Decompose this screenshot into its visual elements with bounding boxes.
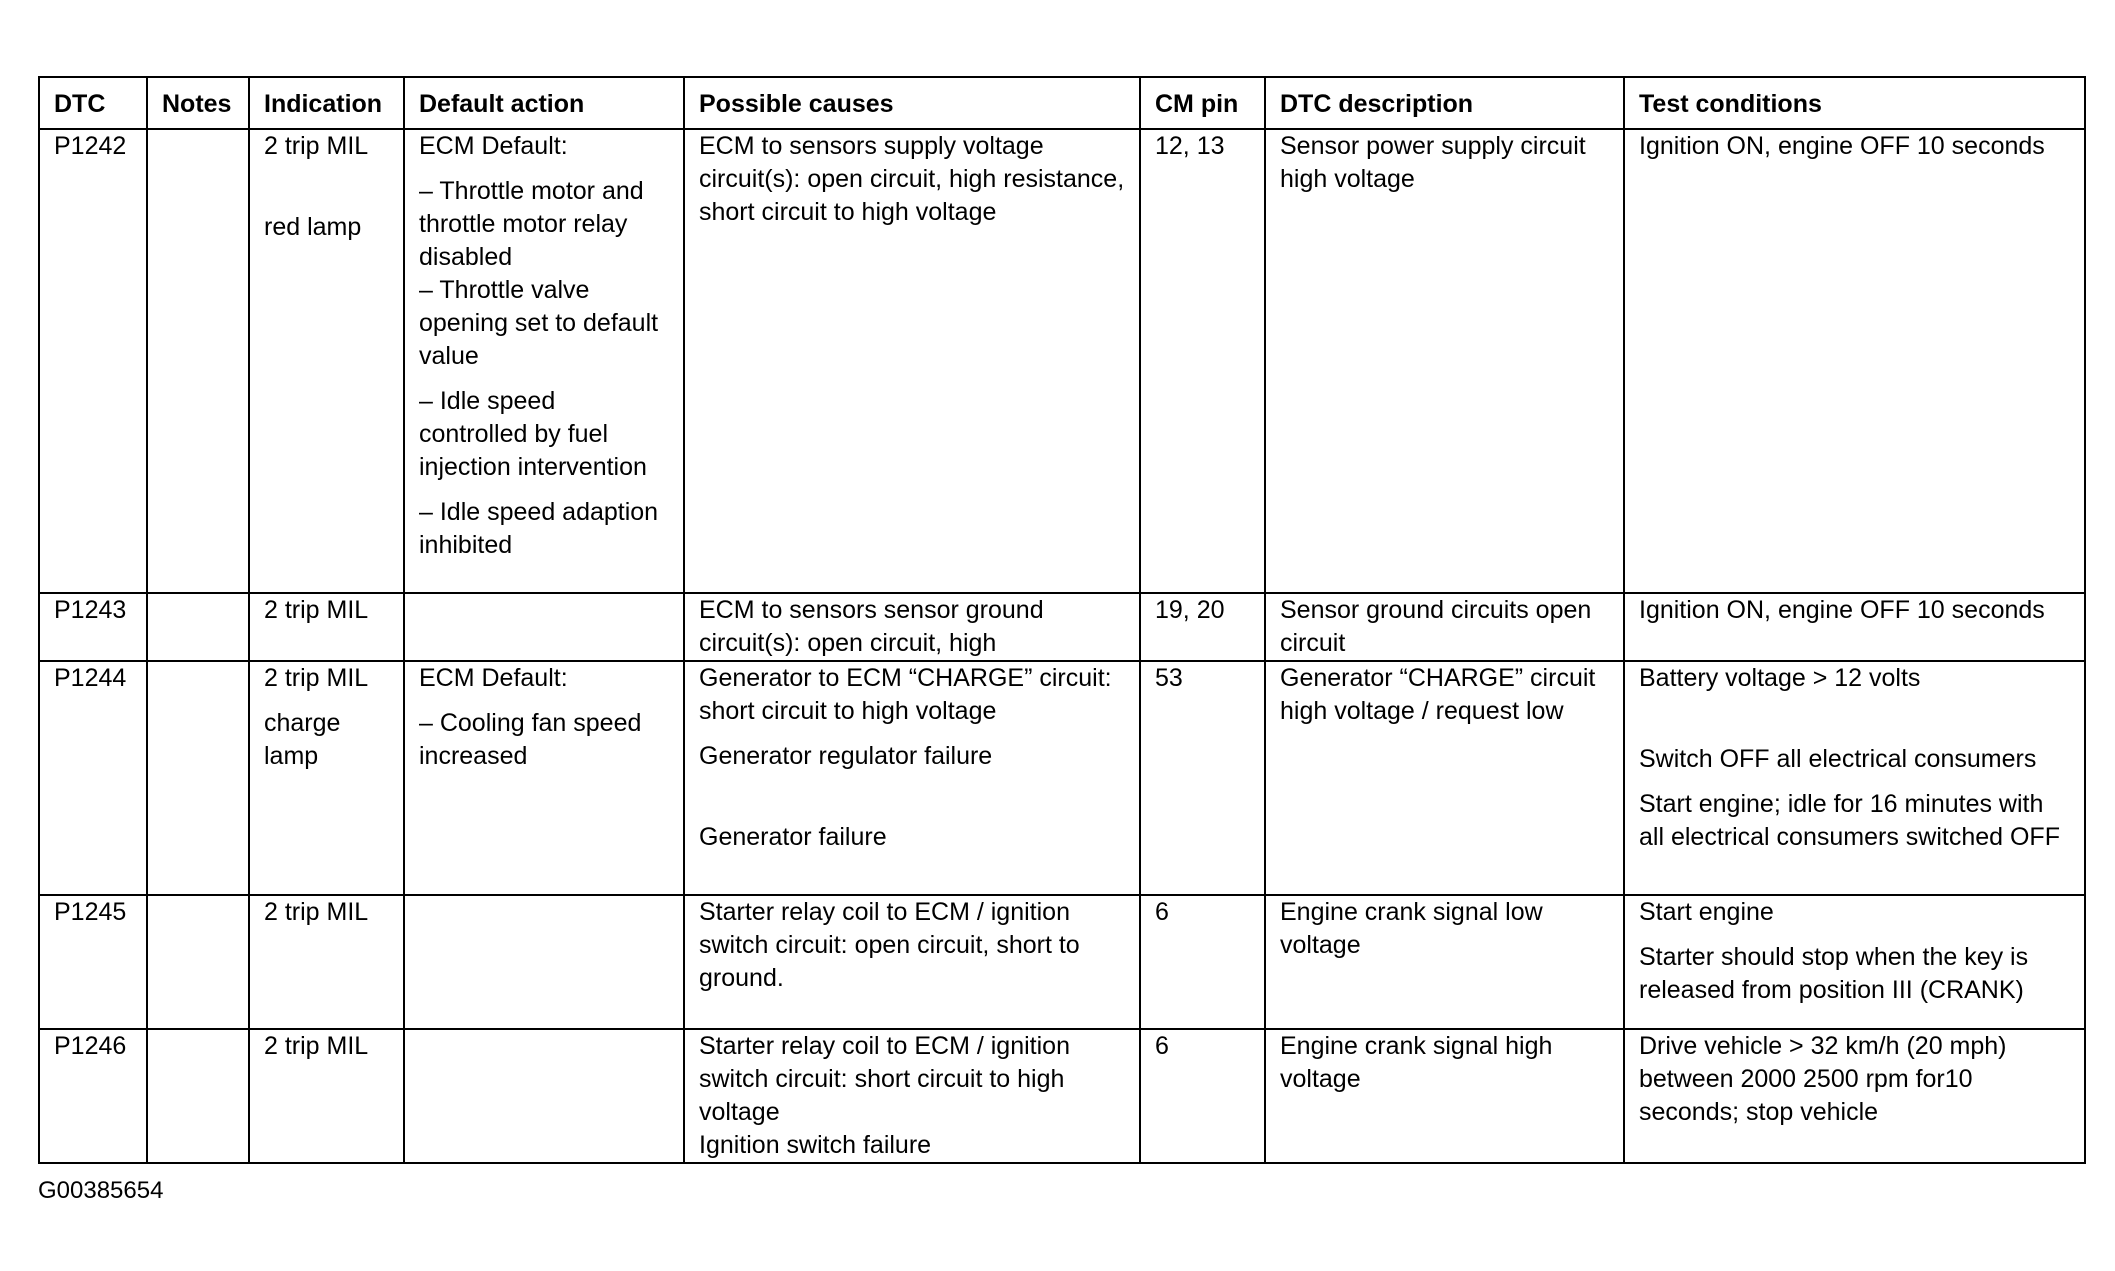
indication-line: 2 trip MIL [264,132,369,160]
dtc-code: P1244 [39,661,147,895]
notes-cell [147,661,249,895]
dtc-code: P1246 [39,1029,147,1163]
test-conditions-cell [1624,593,2085,661]
indication-line: red lamp [264,213,362,241]
header-possible-causes: Possible causes [684,77,1140,129]
default-action-cell [404,661,684,895]
possible-causes-cell [684,895,1140,1029]
indication-cell [249,661,404,895]
notes-cell [147,593,249,661]
table-row [39,129,2085,593]
possible-causes-cell [684,593,1140,661]
test-conditions-cell [1624,661,2085,895]
possible-cause-line: Starter relay coil to ECM / ignition switch circuit: short circuit to high voltage [699,1032,1070,1126]
test-condition-line: Ignition ON, engine OFF 10 seconds [1639,132,2045,160]
possible-causes-cell [684,661,1140,895]
possible-cause-line: Generator regulator failure [699,742,993,770]
indication-line: 2 trip MIL [264,664,369,692]
dtc-code: P1242 [39,129,147,593]
dtc-description-cell: Sensor power supply circuit high voltage [1265,129,1624,593]
possible-cause-line: Generator to ECM “CHARGE” circuit: short circuit to high voltage [699,664,1112,725]
dtc-description-cell: Engine crank signal high voltage [1265,1029,1624,1163]
indication-line: charge lamp [264,709,341,770]
possible-cause-line: ECM to sensors sensor ground circuit(s): open circuit, high [699,596,1044,657]
test-condition-line: Start engine [1639,898,1774,926]
dtc-code: P1245 [39,895,147,1029]
dtc-code: P1243 [39,593,147,661]
possible-causes-cell [684,129,1140,593]
table-header-row [39,77,2085,129]
notes-cell [147,895,249,1029]
indication-line: 2 trip MIL [264,596,369,624]
dtc-description-cell: Sensor ground circuits open circuit [1265,593,1624,661]
default-action-line: – Throttle valve opening set to default value [419,276,659,370]
notes-cell [147,129,249,593]
header-indication: Indication [249,77,404,129]
default-action-cell [404,593,684,661]
default-action-cell [404,129,684,593]
indication-cell [249,1029,404,1163]
default-action-line: – Idle speed controlled by fuel injection intervention [419,387,647,481]
dtc-table [38,76,2086,1164]
default-action-line: – Cooling fan speed increased [419,709,642,770]
indication-cell [249,129,404,593]
possible-cause-line: Generator failure [699,823,887,851]
cm-pin-cell: 6 [1140,895,1265,1029]
test-conditions-cell [1624,129,2085,593]
possible-cause-line: Starter relay coil to ECM / ignition switch circuit: open circuit, short to ground. [699,898,1080,992]
test-condition-line: Drive vehicle > 32 km/h (20 mph) between 2000 2500 rpm for10 seconds; stop vehicle [1639,1032,2007,1126]
test-condition-line: Switch OFF all electrical consumers [1639,745,2037,773]
default-action-cell [404,895,684,1029]
test-condition-line: Starter should stop when the key is released from position III (CRANK) [1639,943,2029,1004]
default-action-line: – Idle speed adaption inhibited [419,498,659,559]
header-default-action: Default action [404,77,684,129]
possible-cause-line: ECM to sensors supply voltage circuit(s): open circuit, high resistance, short circuit to high voltage [699,132,1125,226]
cm-pin-cell: 19, 20 [1140,593,1265,661]
default-action-line: ECM Default: [419,132,568,160]
header-cm-pin: CM pin [1140,77,1265,129]
test-condition-line: Ignition ON, engine OFF 10 seconds [1639,596,2045,624]
indication-cell [249,895,404,1029]
notes-cell [147,1029,249,1163]
dtc-description-cell: Generator “CHARGE” circuit high voltage / request low [1265,661,1624,895]
table-row [39,895,2085,1029]
possible-cause-line: Ignition switch failure [699,1131,932,1159]
cm-pin-cell: 6 [1140,1029,1265,1163]
figure-id: G00385654 [38,1177,164,1204]
header-test-conditions: Test conditions [1624,77,2085,129]
test-conditions-cell [1624,1029,2085,1163]
default-action-line: – Throttle motor and throttle motor relay disabled [419,177,644,271]
test-conditions-cell [1624,895,2085,1029]
default-action-cell [404,1029,684,1163]
table-row [39,1029,2085,1163]
default-action-line: ECM Default: [419,664,568,692]
table-row [39,661,2085,895]
cm-pin-cell: 12, 13 [1140,129,1265,593]
table-row [39,593,2085,661]
indication-line: 2 trip MIL [264,1032,369,1060]
test-condition-line: Start engine; idle for 16 minutes with all electrical consumers switched OFF [1639,790,2060,851]
header-dtc-description: DTC description [1265,77,1624,129]
indication-line: 2 trip MIL [264,898,369,926]
dtc-description-cell: Engine crank signal low voltage [1265,895,1624,1029]
header-notes: Notes [147,77,249,129]
indication-cell [249,593,404,661]
possible-causes-cell [684,1029,1140,1163]
cm-pin-cell: 53 [1140,661,1265,895]
header-dtc: DTC [39,77,147,129]
test-condition-line: Battery voltage > 12 volts [1639,664,1921,692]
